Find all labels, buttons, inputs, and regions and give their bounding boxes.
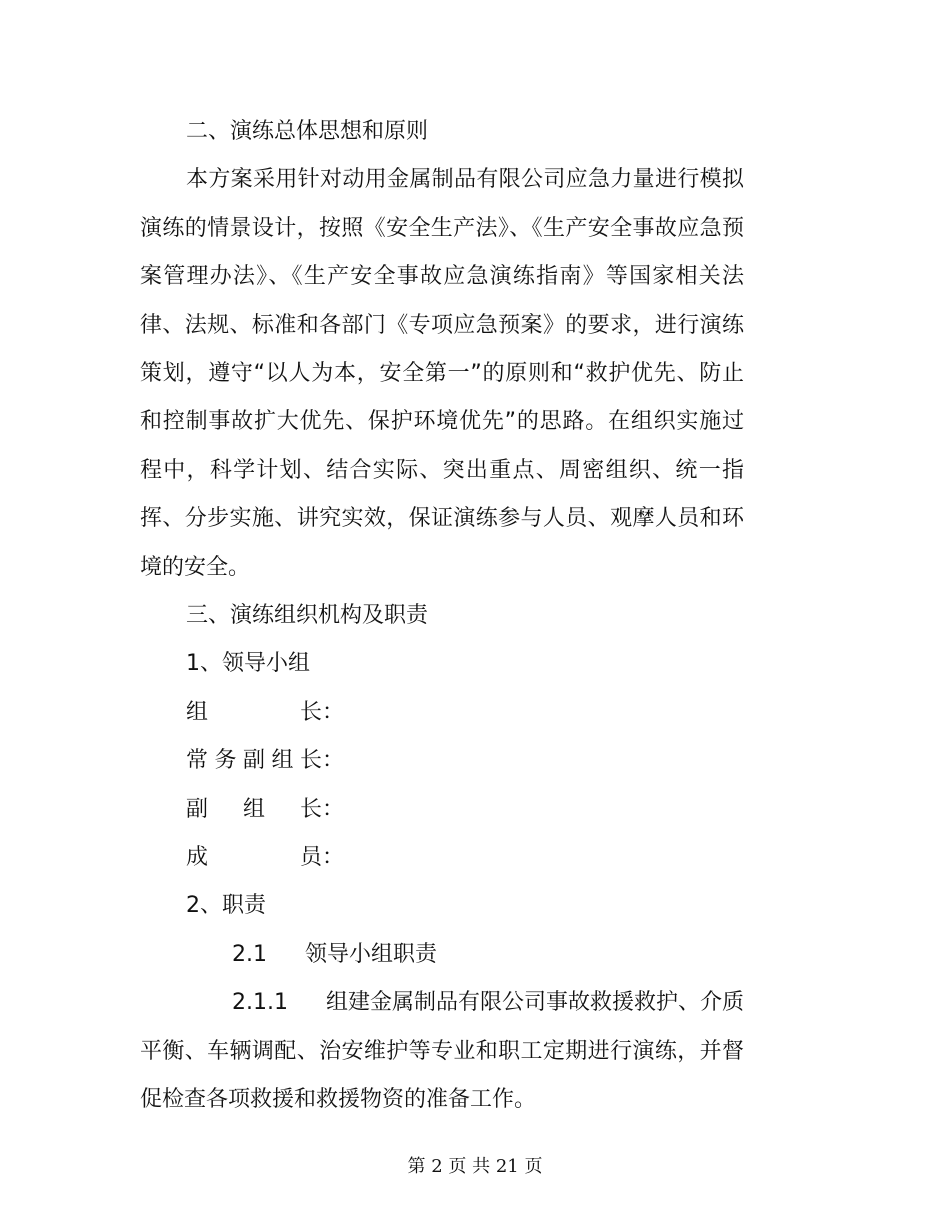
role-members-colon: ： (322, 845, 345, 871)
role-leader-colon: ： (322, 699, 345, 725)
role-deputy-leader-colon: ： (322, 796, 345, 822)
item-2-1-1 (140, 979, 744, 1124)
role-leader (140, 689, 744, 737)
role-members (140, 834, 744, 882)
document-body (140, 108, 744, 1124)
role-executive-deputy-colon: ： (322, 748, 345, 774)
subsection-leadership-group: 1、领导小组 (186, 651, 310, 677)
subsection-duties: 2、职责 (186, 893, 266, 919)
role-deputy-leader-label: 副组长 (186, 796, 322, 822)
item-2-1-number: 2.1 (232, 941, 267, 967)
principles-paragraph: 本方案采用针对动用金属制品有限公司应急力量进行模拟演练的情景设计，按照《安全生产法》、《生产安全事故应急预案管理办法》、《生产安全事故应急演练指南》等国家相关法律、法规、标准和各部门《专项应急预案》的要求，进行演练策划，遵守“以人为本，安全第一”的原则和“救护优先、防止和控制事故扩大优先、保护环境优先”的思路。在组织实施过程中，科学计划、结合实际、突出重点、周密组织、统一指挥、分步实施、讲究实效，保证演练参与人员、观摩人员和环境的安全。 (140, 167, 744, 580)
role-executive-deputy-label: 常务副组长 (186, 748, 322, 774)
section-heading-organization: 三、演练组织机构及职责 (186, 603, 429, 629)
page-number-footer: 第 2 页 共 21 页 (407, 1156, 543, 1177)
role-deputy-leader (140, 786, 744, 834)
item-2-1-1-text: 组建金属制品有限公司事故救援救护、介质平衡、车辆调配、治安维护等专业和职工定期进行演练，并督促检查各项救援和救援物资的准备工作。 (140, 990, 744, 1113)
item-2-1-text: 领导小组职责 (305, 941, 438, 967)
item-2-1 (140, 931, 744, 979)
section-heading-principles: 二、演练总体思想和原则 (186, 119, 429, 144)
role-executive-deputy (140, 737, 744, 785)
role-members-label: 成员 (186, 845, 322, 871)
role-leader-label: 组长 (186, 699, 322, 725)
item-2-1-1-number: 2.1.1 (232, 990, 288, 1016)
